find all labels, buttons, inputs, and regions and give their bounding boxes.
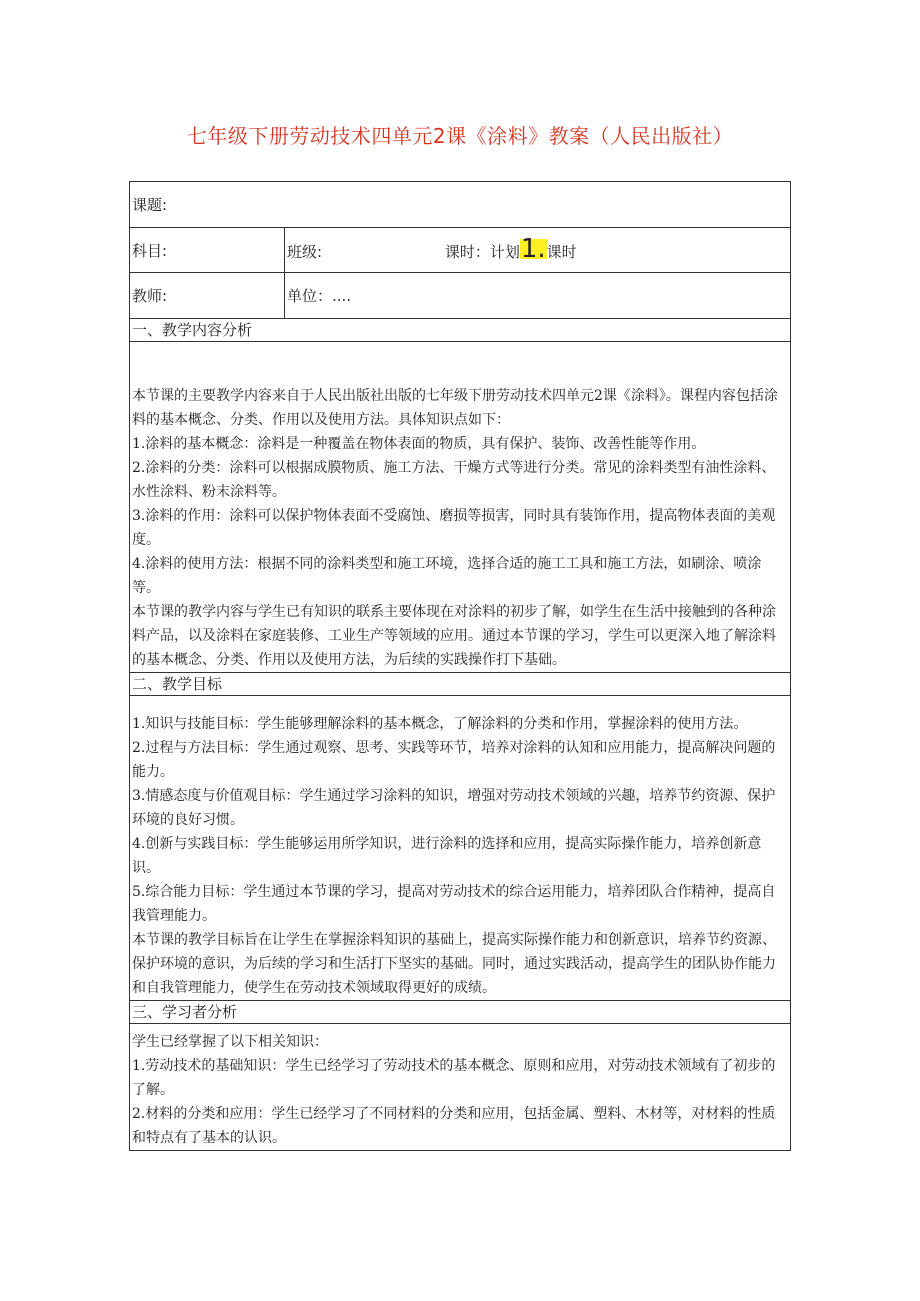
paragraph: 4.创新与实践目标：学生能够运用所学知识，进行涂料的选择和应用，提高实际操作能力，培养创新意识。 [132, 836, 762, 876]
paragraph: 学生已经掌握了以下相关知识： [132, 1034, 328, 1050]
paragraph: 5.综合能力目标：学生通过本节课的学习，提高对劳动技术的综合运用能力，培养团队合作精神，提高自我管理能力。 [132, 884, 776, 924]
unit-cell [285, 273, 791, 319]
section-heading: 二、教学目标 [130, 673, 791, 696]
document-title: 七年级下册劳动技术四单元2课《涂料》教案（人民出版社） [186, 124, 734, 148]
paragraph: 2.材料的分类和应用：学生已经学习了不同材料的分类和应用，包括金属、塑料、木材等，对材料的性质和特点有了基本的认识。 [132, 1106, 776, 1146]
paragraph: 2.涂料的分类：涂料可以根据成膜物质、施工方法、干燥方式等进行分类。常见的涂料类型有油性涂料、水性涂料、粉末涂料等。 [132, 460, 776, 500]
paragraph: 1.知识与技能目标：学生能够理解涂料的基本概念，了解涂料的分类和作用，掌握涂料的使用方法。 [132, 716, 748, 732]
subject-cell [130, 228, 285, 273]
class-hours-cell [285, 228, 791, 273]
topic-cell [130, 182, 791, 228]
paragraph: 本节课的教学内容与学生已有知识的联系主要体现在对涂料的初步了解，如学生在生活中接触到的各种涂料产品，以及涂料在家庭装修、工业生产等领域的应用。通过本节课的学习，学生可以更深入地了解涂料的基本概念、分类、作用以及使用方法，为后续的实践操作打下基础。 [132, 604, 776, 668]
paragraph: 1.涂料的基本概念：涂料是一种覆盖在物体表面的物质，具有保护、装饰、改善性能等作用。 [132, 436, 706, 452]
hours-label: 课时：计划 [444, 242, 520, 261]
paragraph: 3.情感态度与价值观目标：学生通过学习涂料的知识，增强对劳动技术领域的兴趣，培养节约资源、保护环境的良好习惯。 [132, 788, 776, 828]
unit-label: 单位：.... [287, 287, 352, 305]
subject-label: 科目: [132, 241, 168, 260]
class-hours [444, 233, 577, 264]
paragraph: 2.过程与方法目标：学生通过观察、思考、实践等环节，培养对涂料的认知和应用能力，提高解决问题的能力。 [132, 740, 776, 780]
teacher-cell [130, 273, 285, 319]
topic-label: 课题: [132, 196, 168, 214]
hours-value-highlight: 1. [520, 233, 546, 264]
section-heading: 一、教学内容分析 [130, 319, 791, 342]
paragraph: 4.涂料的使用方法：根据不同的涂料类型和施工环境，选择合适的施工工具和施工方法，如刷涂、喷涂等。 [132, 556, 762, 596]
hours-suffix: 课时 [546, 242, 577, 261]
teacher-label: 教师: [132, 287, 168, 305]
section-heading: 三、学习者分析 [130, 1001, 791, 1024]
paragraph: 3.涂料的作用：涂料可以保护物体表面不受腐蚀、磨损等损害，同时具有装饰作用，提高物体表面的美观度。 [132, 508, 776, 548]
section-body [130, 342, 791, 673]
paragraph: 本节课的教学目标旨在让学生在掌握涂料知识的基础上，提高实际操作能力和创新意识，培养节约资源、保护环境的意识，为后续的学习和生活打下坚实的基础。同时，通过实践活动，提高学生的团队协作能力和自我管理能力，使学生在劳动技术领域取得更好的成绩。 [132, 932, 776, 996]
class-label: 班级: [287, 242, 323, 261]
paragraph: 本节课的主要教学内容来自于人民出版社出版的七年级下册劳动技术四单元2课《涂料》。课程内容包括涂料的基本概念、分类、作用以及使用方法。具体知识点如下： [132, 388, 778, 428]
paragraph: 1.劳动技术的基础知识：学生已经学习了劳动技术的基本概念、原则和应用，对劳动技术领域有了初步的了解。 [132, 1058, 776, 1098]
section-body [130, 1024, 791, 1151]
section-body [130, 696, 791, 1001]
lesson-plan-table [129, 181, 791, 1151]
